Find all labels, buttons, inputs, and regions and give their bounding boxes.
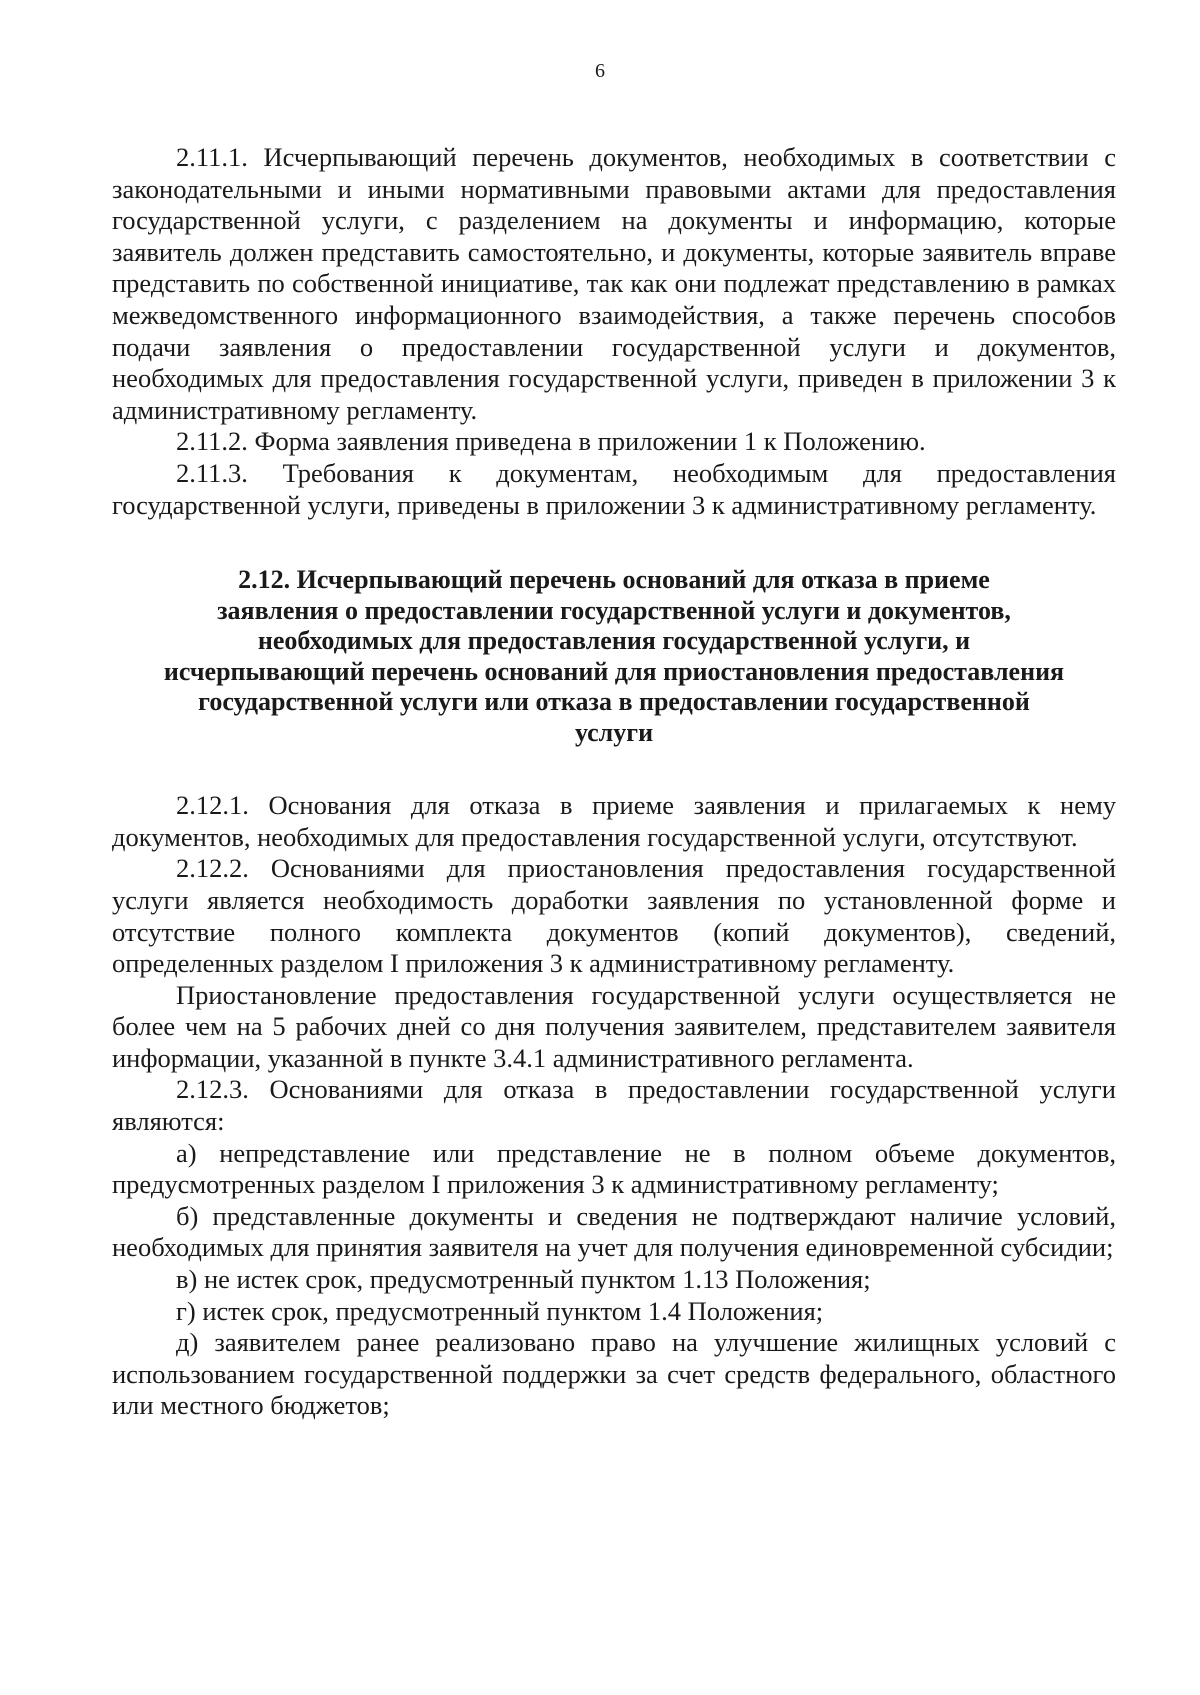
paragraph-2-12-3: 2.12.3. Основаниями для отказа в предоставлении государственной услуги являются:: [112, 1074, 1116, 1137]
heading-line: 2.12. Исчерпывающий перечень оснований для отказа в приеме: [238, 565, 990, 595]
list-item-a: а) непредставление или представление не в полном объеме документов, предусмотренных разделом I приложения 3 к административному регламенту;: [112, 1137, 1116, 1200]
page-number: 6: [595, 60, 605, 82]
heading-line: необходимых для предоставления государственной услуги, и: [257, 626, 971, 656]
paragraph-2-11-3: 2.11.3. Требования к документам, необходимым для предоставления государственной услуги, приведены в приложении 3 к административному регламенту.: [112, 457, 1116, 520]
paragraph-2-11-2: 2.11.2. Форма заявления приведена в приложении 1 к Положению.: [176, 426, 926, 457]
paragraph-suspension-term: Приостановление предоставления государственной услуги осуществляется не более чем на 5 рабочих дней со дня получения заявителем, представителем заявителя информации, указанной в пункте 3.4.1 административного регламента.: [112, 979, 1116, 1073]
paragraph-2-11-1: 2.11.1. Исчерпывающий перечень документов, необходимых в соответствии с законодательными и иными нормативными правовыми актами для предоставления государственной услуги, с разделением на документы и информацию, которые заявитель должен представить самостоятельно, и документы, которые заявитель вправе представить по собственной инициативе, так как они подлежат представлению в рамках межведомственного информационного взаимодействия, а также перечень способов подачи заявления о предоставлении государственной услуги и документов, необходимых для предоставления государственной услуги, приведен в приложении 3 к административному регламенту.: [112, 142, 1116, 425]
paragraph-2-12-2: 2.12.2. Основаниями для приостановления предоставления государственной услуги является необходимость доработки заявления по установленной форме и отсутствие полного комплекта документов (копий документов), сведений, определенных разделом I приложения 3 к административному регламенту.: [112, 853, 1116, 979]
document-body: [112, 142, 1116, 1422]
list-item-b: б) представленные документы и сведения не подтверждают наличие условий, необходимых для принятия заявителя на учет для получения единовременной субсидии;: [112, 1200, 1116, 1263]
heading-line: исчерпывающий перечень оснований для приостановления предоставления: [163, 656, 1065, 686]
list-item-g: г) истек срок, предусмотренный пунктом 1.4 Положения;: [176, 1295, 824, 1326]
heading-line: государственной услуги или отказа в предоставлении государственной: [198, 687, 1030, 717]
heading-line: заявления о предоставлении государственной услуги и документов,: [217, 595, 1011, 625]
list-item-d: д) заявителем ранее реализовано право на улучшение жилищных условий с использованием государственной поддержки за счет средств федерального, областного или местного бюджетов;: [112, 1327, 1116, 1421]
paragraph-2-12-1: 2.12.1. Основания для отказа в приеме заявления и прилагаемых к нему документов, необходимых для предоставления государственной услуги, отсутствуют.: [112, 790, 1116, 852]
section-heading-2-12: [132, 565, 1096, 748]
list-item-v: в) не истек срок, предусмотренный пунктом 1.13 Положения;: [176, 1264, 871, 1295]
heading-line: услуги: [574, 717, 654, 747]
